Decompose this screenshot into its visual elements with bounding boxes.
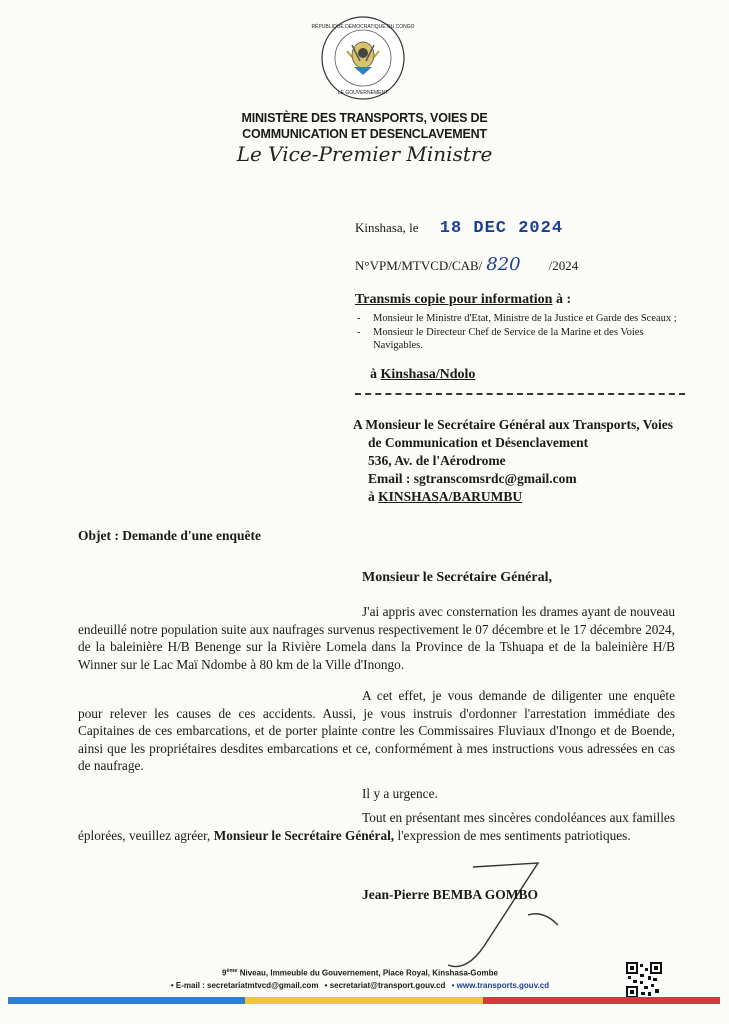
body-paragraph-2: A cet effet, je vous demande de diligenter une enquête pour relever les causes de ces accidents. Aussi, je vous instruis d'ordonner l'arrestation immédiate des Capitaines de ces embarcations, et de porter plainte contre les Commissaires Fluviaux d'Inongo et de Boende, ainsi que les propriétaires desdites embarcations et ce, conformément à mes instructions vous adressées en cas de naufrage. — [78, 688, 675, 773]
place-label: Kinshasa, le — [355, 220, 419, 235]
ministry-line-2: COMMUNICATION ET DESENCLAVEMENT — [242, 127, 487, 141]
list-item: - Monsieur le Ministre d'Etat, Ministre de la Justice et Garde des Sceaux ; — [355, 312, 680, 326]
addressee-line-3: 536, Av. de l'Aérodrome — [368, 453, 506, 468]
body-paragraph-4: Tout en présentant mes sincères condoléances aux familles éplorées, veuillez agréer, Monsieur le Secrétaire Général, l'expression de mes sentiments patriotiques. — [78, 810, 675, 843]
vice-premier-title: Le Vice-Premier Ministre — [236, 142, 493, 166]
date-stamp: 18 DEC 2024 — [439, 219, 564, 238]
footer-website[interactable]: • www.transports.gouv.cd — [451, 980, 550, 990]
copy-place: à Kinshasa/Ndolo — [370, 367, 476, 382]
footer-email-2[interactable]: • secretariat@transport.gouv.cd — [324, 980, 446, 990]
seal-top-text: RÉPUBLIQUE DÉMOCRATIQUE DU CONGO — [311, 24, 415, 30]
reference-handwritten-number: 820 — [486, 254, 521, 275]
footer-email-1[interactable]: • E-mail : secretariatmtvcd@gmail.com — [170, 980, 319, 990]
signatory-name: Jean-Pierre BEMBA GOMBO — [362, 887, 538, 902]
flag-color-stripe — [8, 997, 720, 1004]
seal-bottom-text: LE GOUVERNEMENT — [337, 90, 389, 96]
footer-contacts — [120, 980, 600, 992]
handwritten-signature-icon — [428, 855, 568, 975]
reference-number — [355, 254, 578, 275]
ministry-heading — [200, 110, 529, 142]
divider — [355, 393, 685, 395]
stripe-yellow — [245, 997, 482, 1004]
copy-heading: Transmis copie pour information à : — [355, 292, 572, 307]
copy-recipients — [355, 312, 680, 353]
government-seal-icon — [311, 15, 415, 101]
body-paragraph-1: J'ai appris avec consternation les drames ayant de nouveau endeuillé notre population suite aux naufrages survenus respectivement le 07 décembre et le 17 décembre 2024, de la baleinière H/B Benenge sur la Rivière Lomela dans la Province de la Tshuapa et de la baleinière H/B Winner sur le Lac Maï Ndombe à 80 km de la Ville d'Inongo. — [78, 604, 675, 672]
addressee-city: à KINSHASA/BARUMBU — [368, 489, 523, 504]
ministry-line-1: MINISTÈRE DES TRANSPORTS, VOIES DE — [241, 111, 488, 125]
reference-prefix: N°VPM/MTVCD/CAB/ — [355, 258, 483, 273]
addressee-email: Email : sgtranscomsrdc@gmail.com — [368, 471, 577, 486]
addressee-block — [353, 416, 673, 506]
footer-address: 9ème Niveau, Immeuble du Gouvernement, Place Royal, Kinshasa-Gombe — [222, 968, 498, 978]
salutation: Monsieur le Secrétaire Général, — [362, 570, 552, 585]
addressee-line-1: A Monsieur le Secrétaire Général aux Transports, Voies — [353, 417, 673, 432]
addressee-line-2: de Communication et Désenclavement — [368, 435, 589, 450]
qr-code-icon — [626, 962, 662, 998]
reference-suffix: /2024 — [548, 258, 579, 273]
stripe-red — [483, 997, 720, 1004]
dateline — [355, 219, 563, 238]
subject-line: Objet : Demande d'une enquête — [78, 528, 261, 543]
body-paragraph-3: Il y a urgence. — [362, 786, 438, 801]
footer — [120, 965, 600, 992]
list-item: - Monsieur le Directeur Chef de Service de la Marine et des Voies Navigables. — [355, 326, 680, 353]
stripe-blue — [8, 997, 245, 1004]
